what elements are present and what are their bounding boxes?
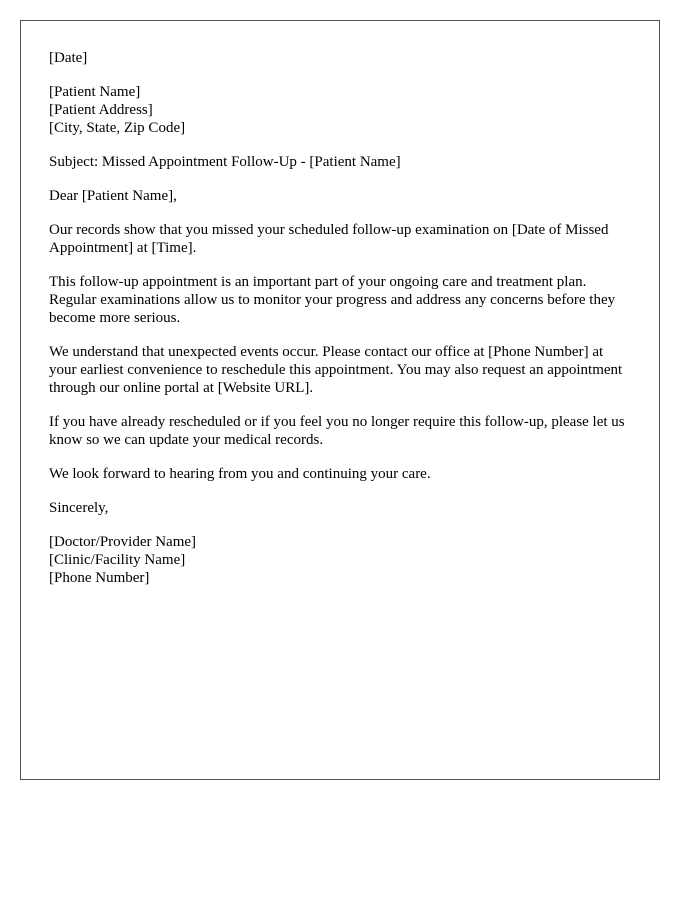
signature-block: [49, 533, 633, 587]
recipient-address-block: [49, 83, 633, 137]
subject-line: Subject: Missed Appointment Follow-Up - [Patient Name]: [49, 154, 401, 170]
recipient-city-state-zip: [City, State, Zip Code]: [49, 120, 186, 136]
signature-provider-name: [Doctor/Provider Name]: [49, 534, 197, 550]
date-block: [49, 49, 633, 67]
closing-block: [49, 499, 633, 517]
paragraph-importance: [49, 273, 633, 327]
paragraph-text: We understand that unexpected events occur. Please contact our office at [Phone Number] at your earliest convenience to reschedule this appointment. You may also request an appointment through our online portal at [Website URL].: [49, 344, 623, 396]
recipient-address: [Patient Address]: [49, 102, 153, 118]
recipient-name: [Patient Name]: [49, 84, 141, 100]
signature-phone-number: [Phone Number]: [49, 570, 150, 586]
closing: Sincerely,: [49, 500, 109, 516]
paragraph-closing-remark: [49, 465, 633, 483]
paragraph-text: Our records show that you missed your scheduled follow-up examination on [Date of Missed Appointment] at [Time].: [49, 222, 609, 256]
salutation: Dear [Patient Name],: [49, 188, 177, 204]
letter-page: [20, 20, 660, 780]
signature-facility-name: [Clinic/Facility Name]: [49, 552, 186, 568]
subject-block: [49, 153, 633, 171]
salutation-block: [49, 187, 633, 205]
paragraph-text: This follow-up appointment is an important part of your ongoing care and treatment plan. Regular examinations allow us to monitor your progress and address any concerns before they become more serious.: [49, 274, 616, 326]
letter-date: [Date]: [49, 50, 88, 66]
paragraph-contact: [49, 343, 633, 397]
letter-body: [49, 49, 633, 603]
paragraph-missed-appointment: [49, 221, 633, 257]
paragraph-text: We look forward to hearing from you and continuing your care.: [49, 466, 431, 482]
paragraph-text: If you have already rescheduled or if you feel you no longer require this follow-up, please let us know so we can update your medical records.: [49, 414, 625, 448]
paragraph-already-rescheduled: [49, 413, 633, 449]
